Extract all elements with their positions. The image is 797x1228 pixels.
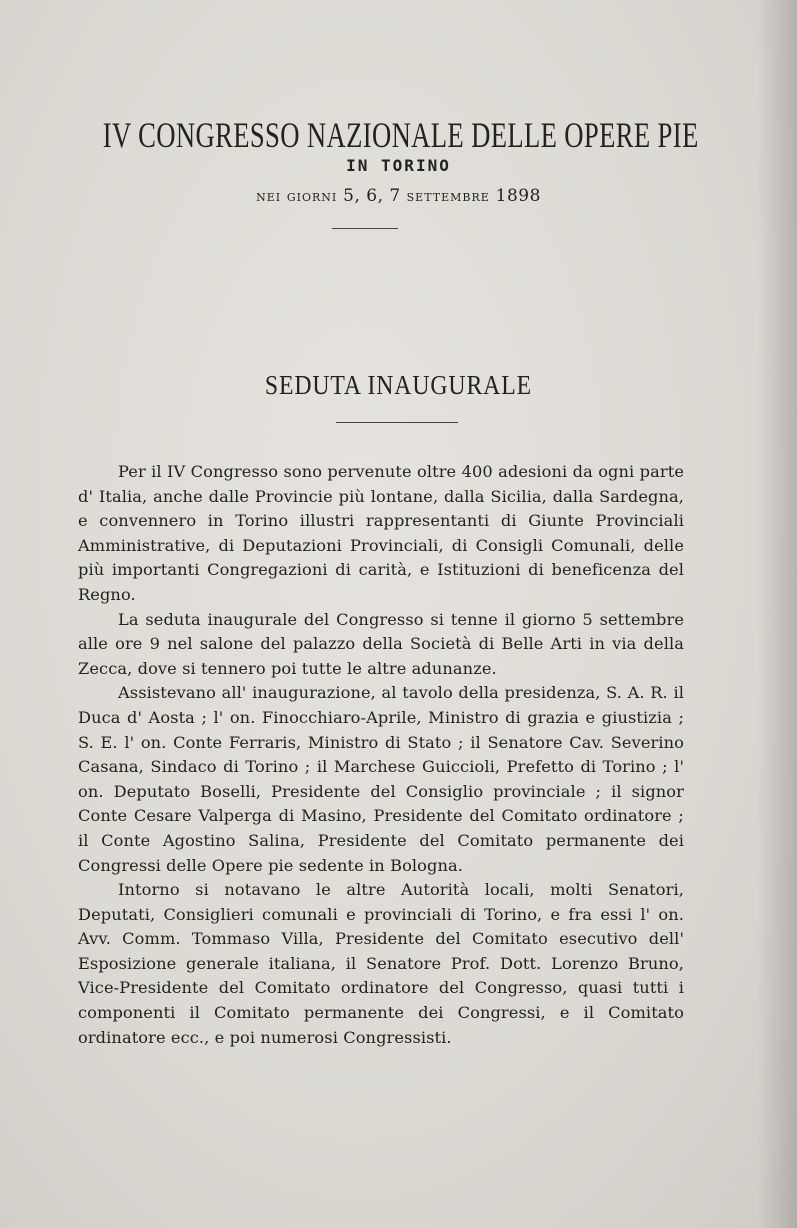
congress-dates [0, 186, 797, 206]
paragraph: Assistevano all' inaugurazione, al tavolo della presidenza, S. A. R. il Duca d' Aosta ; l' on. Finocchiaro-Aprile, Ministro di grazia e giustizia ; S. E. l' on. Conte Ferraris, Ministro di Stato ; il Senatore Cav. Severino Casana, Sindaco di Torino ; il Marchese Guiccioli, Prefetto di Torino ; l' on. Deputato Boselli, Presidente del Consiglio provinciale ; il signor Conte Cesare Valperga di Masino, Presidente del Comitato ordinatore ; il Conte Agostino Salina, Presidente del Comitato permanente dei Congressi delle Opere pie sedente in Bologna. [78, 683, 684, 875]
page-edge-shadow [757, 0, 797, 1228]
dates-prefix: nei giorni [256, 187, 338, 205]
paragraph: La seduta inaugurale del Congresso si tenne il giorno 5 settembre alle ore 9 nel salone del palazzo della Società di Belle Arti in via della Zecca, dove si tennero poi tutte le altre adunanze. [78, 609, 684, 678]
dates-year: 1898 [495, 186, 541, 206]
dates-days: 5, 6, 7 [343, 186, 401, 206]
section-divider [336, 422, 458, 423]
body-text [78, 460, 684, 1050]
document-title: IV CONGRESSO NAZIONALE DELLE OPERE PIE [102, 115, 699, 155]
title-divider [332, 228, 398, 229]
document-subtitle: IN TORINO [346, 156, 451, 175]
dates-month: settembre [406, 187, 490, 205]
paragraph: Intorno si notavano le altre Autorità locali, molti Senatori, Deputati, Consiglieri comunali e provinciali di Torino, e fra essi l' on. Avv. Comm. Tommaso Villa, Presidente del Comitato esecutivo dell' Esposizione generale italiana, il Senatore Prof. Dott. Lorenzo Bruno, Vice-Presidente del Comitato ordinatore del Congresso, quasi tutti i componenti il Comitato permanente dei Congressi, e il Comitato ordinatore ecc., e poi numerosi Congressisti. [78, 880, 684, 1047]
section-heading: SEDUTA INAUGURALE [264, 370, 533, 400]
paragraph: Per il IV Congresso sono pervenute oltre 400 adesioni da ogni parte d' Italia, anche dalle Provincie più lontane, dalla Sicilia, dalla Sardegna, e convennero in Torino illustri rappresentanti di Giunte Provinciali Amministrative, di Deputazioni Provinciali, di Consigli Comunali, delle più importanti Congregazioni di carità, e Istituzioni di beneficenza del Regno. [78, 462, 684, 604]
